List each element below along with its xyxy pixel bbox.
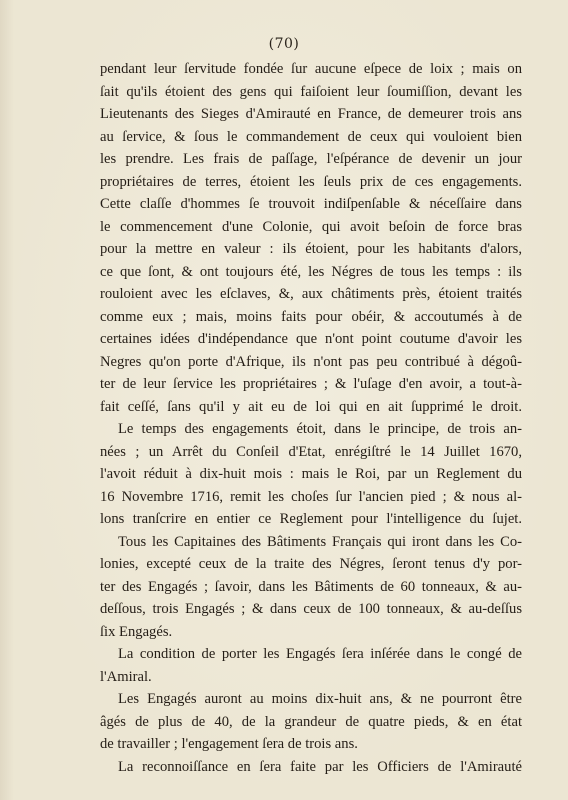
text-line: Negres qu'on porte d'Afrique, ils n'ont pas peu contribué à dégoû- <box>100 353 522 370</box>
text-line: lons tranſcrire en entier ce Reglement pour l'intelligence du ſujet. <box>100 511 522 527</box>
text-line: Tous les Capitaines des Bâtiments Français qui iront dans les Co- <box>118 533 522 550</box>
text-line: rouloient avec les eſclaves, &, aux châtiments près, étoient traités <box>100 286 522 302</box>
text-line: Lieutenants des Sieges d'Amirauté en France, de demeurer trois ans <box>100 106 522 122</box>
text-line: deſſous, trois Engagés ; & dans ceux de 100 tonneaux, & au-deſſus <box>100 601 522 617</box>
paragraph <box>100 531 522 644</box>
text-line: de travailler ; l'engagement ſera de trois ans. <box>100 736 358 752</box>
text-line: propriétaires de terres, étoient les ſeuls prix de ces engagements. <box>100 173 522 190</box>
paragraph <box>100 58 522 418</box>
page-number: (70) <box>268 36 300 52</box>
text-line: Le temps des engagements étoit, dans le principe, de trois an- <box>118 421 522 437</box>
text-line: La reconnoiſſance en ſera faite par les Officiers de l'Amirauté <box>118 758 522 775</box>
text-line: le commencement d'une Colonie, qui avoit beſoin de force bras <box>100 218 522 235</box>
paragraph <box>100 688 522 756</box>
text-line: fait ceſſé, ſans qu'il y ait eu de loi qui en ait ſupprimé le droit. <box>100 398 522 415</box>
text-line: ter des Engagés ; ſavoir, dans les Bâtiments de 60 tonneaux, & au- <box>100 578 522 595</box>
text-line: l'Amiral. <box>100 668 152 685</box>
page-body-text <box>100 58 522 778</box>
text-line: Les Engagés auront au moins dix-huit ans, & ne pourront être <box>118 691 522 707</box>
text-line: pour la mettre en valeur : ils étoient, pour les habitants d'alors, <box>100 241 522 257</box>
text-line: La condition de porter les Engagés ſera inſérée dans le congé de <box>118 646 522 662</box>
text-line: ter de leur ſervice les propriétaires ; & l'uſage d'en avoir, a tout-à- <box>100 376 522 392</box>
paragraph <box>100 643 522 688</box>
text-line: nées ; un Arrêt du Conſeil d'Etat, enrégiſtré le 14 Juillet 1670, <box>100 443 522 460</box>
text-line: pendant leur ſervitude fondée ſur aucune eſpece de loix ; mais on <box>100 61 522 77</box>
text-line: ſait qu'ils étoient des gens qui faiſoient leur ſoumiſſion, devant les <box>100 83 522 100</box>
text-line: au ſervice, & ſous le commandement de ceux qui vouloient bien <box>100 128 522 145</box>
text-line: les prendre. Les frais de paſſage, l'eſpérance de devenir un jour <box>100 151 522 167</box>
text-line: l'avoit réduit à dix-huit mois : mais le Roi, par un Reglement du <box>100 466 522 482</box>
text-line: Cette claſſe d'hommes ſe trouvoit indiſpenſable & néceſſaire dans <box>100 196 522 212</box>
text-line: ce que ſont, & ont toujours été, les Négres de tous les temps : ils <box>100 263 522 280</box>
text-line: lonies, excepté ceux de la traite des Négres, ſeront tenus d'y por- <box>100 556 522 572</box>
text-line: ſix Engagés. <box>100 623 173 640</box>
paragraph <box>100 418 522 531</box>
text-line: 16 Novembre 1716, remit les choſes ſur l'ancien pied ; & nous al- <box>100 488 522 505</box>
text-line: âgés de plus de 40, de la grandeur de quatre pieds, & en état <box>100 713 522 730</box>
text-line: certaines idées d'indépendance que n'ont point coutume d'avoir les <box>100 331 522 347</box>
text-line: comme eux ; mais, moins faits pour obéir, & accoutumés à de <box>100 308 522 325</box>
paragraph <box>100 756 522 779</box>
